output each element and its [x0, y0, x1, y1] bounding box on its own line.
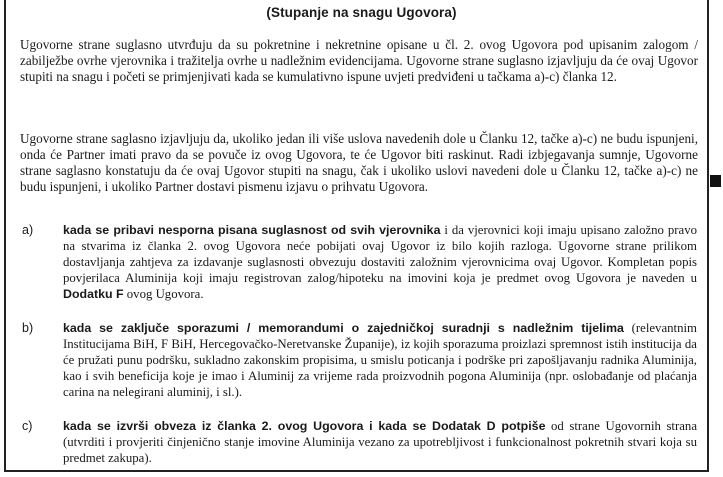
paragraph-1: Ugovorne strane suglasno utvrđuju da su pokretnine i nekretnine opisane u čl. 2. ovog Ugovora pod upisanim zalogom / zabilježbe ovrhe vjerovnika i tražitelja ovrhe u nadležnim evidencijama. Ugovorne strane suglasno izjavljuju da će ovaj Ugovor stupiti na snagu i početi se primjenjivati kada se kumulativno ispune uvjeti predviđeni u tačkama a)-c) članka 12.: [20, 37, 698, 84]
section-title: (Stupanje na snagu Ugovora): [266, 5, 457, 20]
item-bold-reference: Dodatku F: [63, 287, 124, 301]
item-label: c): [22, 419, 33, 433]
item-body: [63, 320, 697, 400]
paragraph-2: Ugovorne strane saglasno izjavljuju da, ukoliko jedan ili više uslova navedenih dole u Članku 12, tačke a)-c) ne budu ispunjeni, onda će Partner imati pravo da se povuče iz ovog Ugovora, te će Ugovor biti raskinut. Radi izbjegavanja sumnje, Ugovorne strane saglasno konstatuju da će ovaj Ugovor stupiti na snagu, čak i ukoliko uslovi navedeni dole u Članku 12, tačke a)-c) ne budu ispunjeni, i ukoliko Partner dostavi pismenu izjavu o prihvatu Ugovora.: [20, 131, 698, 194]
item-label: b): [22, 321, 34, 335]
item-label: a): [22, 223, 34, 237]
item-bold-text: kada se pribavi nesporna pisana suglasnost od svih vjerovnika: [63, 223, 441, 237]
item-text: i da vjerovnici koji imaju upisano založno pravo na stvarima iz članka 2. ovog Ugovora neće pobijati ovaj Ugovor iz bilo kojih razloga. Ugovorne strane prilikom dostavljanja zahtjeva za izdavanje suglasnosti obvezuju dostaviti založnim vjerovnicima ovaj Ugovor. Kompletan popis povjerilaca Aluminija koji imaju registrovan zalog/hipoteku na imovini koja je predmet ovog Ugovora je naveden u: [63, 223, 697, 285]
item-bold-text: kada se izvrši obveza iz članka 2. ovog Ugovora i kada se Dodatak D potpiše: [63, 419, 546, 433]
item-text: (relevantnim Institucijama BiH, F BiH, Hercegovačko-Neretvanske Županije), iz kojih sporazuma proizlazi spremnost istih institucija da će pružati punu podršku, sukladno zakonskim propisima, u smislu poticanja i podrške pri zapošljavanju radnika Aluminija, kao i svih beneficija koje je imao i Aluminij za vrijeme rada proizvodnih pogona Aluminija (npr. oslobađanje od plaćanja carina na nelegirani aluminij, i sl.).: [63, 321, 697, 399]
item-bold-text: kada se zaključe sporazumi / memorandumi o zajedničkoj suradnji s nadležnim tijelima: [63, 321, 624, 335]
item-body: [63, 418, 697, 466]
scan-edge-mark: [710, 175, 721, 187]
item-text-end: ovog Ugovora.: [123, 287, 204, 301]
item-text: od strane Ugovornih strana (utvrditi i provjeriti činjenično stanje imovine Aluminija vezano za upotrebljivost i funkcionalnost pokretnih stvari koja su predmet zakupa).: [63, 419, 698, 465]
item-body: [63, 222, 697, 302]
